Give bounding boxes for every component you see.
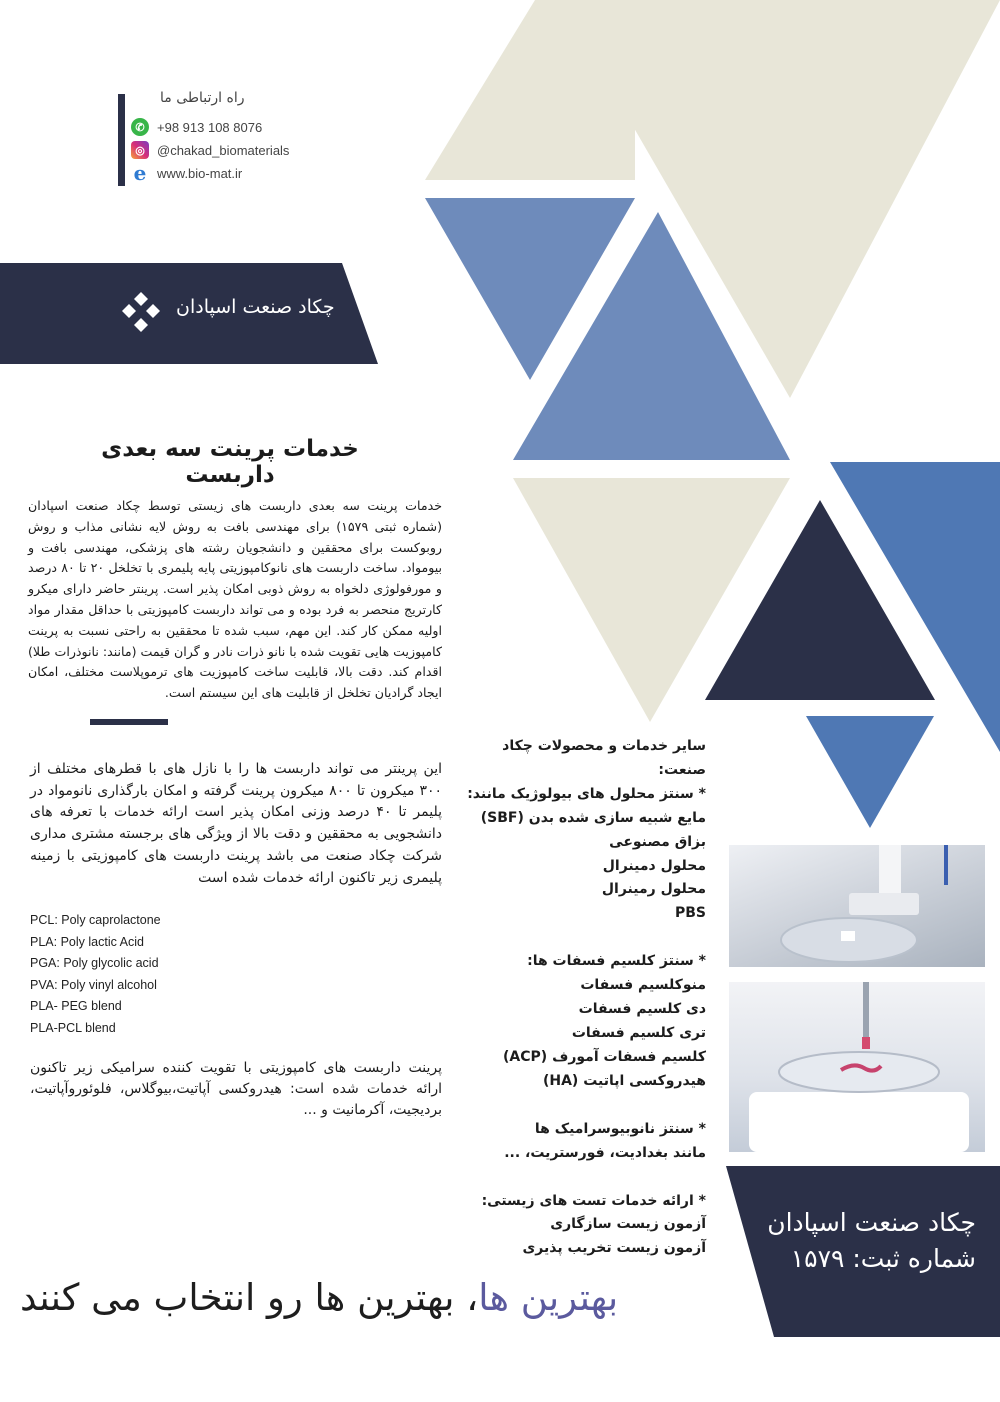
ceramic-paragraph: پرینت داربست های کامپوزیتی با تقویت کننده سرامیکی زیر تاکنون ارائه خدمات شده است: هیدروکسی آپاتیت،بیوگلاس، فلوئوروآپاتیت، بردیجیت، آکرمانیت و ...	[30, 1060, 442, 1118]
services-list	[456, 735, 706, 1261]
registration-number: شماره ثبت: ۱۵۷۹	[790, 1244, 976, 1273]
diamond-dots-logo	[118, 292, 164, 332]
abbreviation-item: PLA-PCL blend	[30, 1020, 116, 1035]
blue-triangle-small	[806, 716, 934, 828]
service-item: مانند بغدادیت، فورستریت، ...	[504, 1144, 706, 1161]
registration-company: چکاد صنعت اسپادان	[767, 1208, 976, 1237]
service-item: آزمون زیست سازگاری	[550, 1216, 706, 1233]
abbreviation-item: PCL: Poly caprolactone	[30, 913, 161, 927]
internet-explorer-icon: e	[133, 161, 147, 185]
printer-photo-petri-dish	[729, 845, 985, 967]
contact-accent-bar	[118, 94, 125, 186]
abbreviation-item: PLA- PEG blend	[30, 999, 122, 1014]
service-item: هیدروکسی اپاتیت (HA)	[542, 1072, 706, 1089]
service-item: PBS	[674, 905, 706, 922]
contact-instagram: @chakad_biomaterials	[157, 142, 290, 158]
contact-phone-row[interactable]	[131, 117, 262, 137]
service-group-header: * سنتز نانوبیوسرامیک ها	[534, 1120, 706, 1137]
service-group-header: * ارائه خدمات تست های زیستی:	[481, 1192, 706, 1209]
service-item: محلول رمینرال	[601, 881, 706, 898]
section-divider	[90, 719, 168, 725]
service-item: بزاق مصنوعی	[609, 833, 706, 850]
slogan-rest: ، بهترین ها رو انتخاب می کنند	[20, 1276, 479, 1319]
instagram-icon: ◎	[131, 141, 149, 159]
service-item: دی کلسیم فسفات	[578, 1001, 706, 1018]
whatsapp-icon: ✆	[131, 118, 149, 136]
service-item: کلسیم فسفات آمورف (ACP)	[503, 1048, 706, 1065]
abbreviation-list	[30, 910, 161, 1040]
slogan	[20, 1276, 696, 1319]
printer-paragraph: این پرینتر می تواند داربست ها را با نازل های با قطرهای مختلف از ۳۰۰ میکرون تا ۸۰۰ میکرون پرینت گرفته و امکان بارگذاری نانومواد در پلیمر تا ۴۰ درصد وزنی امکان پذیر است ارائه خدمات با تعرفه های دانشجویی به محققین و دقت بالا از ویژگی های برجسته مشتری مداری شرکت چکاد صنعت می باشد پرینت داربست های کامپوزیتی با زمینه پلیمری زیر تاکنون ارائه خدمات شده است	[30, 761, 443, 886]
service-item: مایع شبیه سازی شده بدن (SBF)	[480, 809, 706, 826]
contact-website-row[interactable]	[131, 163, 242, 183]
abbreviation-item: PVA: Poly vinyl alcohol	[30, 977, 157, 992]
abbreviation-item: PLA: Poly lactic Acid	[30, 934, 144, 949]
abbreviation-item: PGA: Poly glycolic acid	[30, 956, 159, 971]
contact-phone: +98 913 108 8076	[157, 119, 263, 135]
service-item: آزمون زیست تخریب پذیری	[522, 1240, 706, 1257]
service-group-header: * سنتز محلول های بیولوژیک مانند:	[467, 785, 706, 802]
service-group-header: * سنتز کلسیم فسفات ها:	[527, 953, 706, 970]
printer-photo-bioprint	[729, 982, 985, 1152]
registration-text	[760, 1205, 976, 1277]
contact-instagram-row[interactable]	[131, 140, 289, 160]
service-item: منوکلسیم فسفات	[580, 977, 706, 994]
page-title: خدمات پرینت سه بعدی داربست	[101, 436, 359, 488]
contact-title: راه ارتباطی ما	[160, 90, 245, 106]
brand-name: چکاد صنعت اسپادان	[176, 296, 335, 318]
service-item: تری کلسیم فسفات	[571, 1024, 706, 1041]
contact-website: www.bio-mat.ir	[157, 165, 243, 181]
intro-paragraph: خدمات پرینت سه بعدی داربست های زیستی توسط چکاد صنعت اسپادان (شماره ثبتی ۱۵۷۹) برای مهندسی بافت به روش لایه نشانی مذاب و روش روبوکست برای محققین و دانشجویان رشته های پزشکی، مهندسی بافت و بیومواد. ساخت داربست های نانوکامپوزیتی پایه پلیمری با تخلخل ۲۰ تا ۸۰ درصد و مورفولوژی دلخواه به روش ذوبی امکان پذیر است. پرینتر حاضر دارای میکرو کارتریج منحصر به فرد بوده و می تواند داربست کامپوزیتی با حداقل مقدار مواد اولیه ممکن کار کند. این مهم، سبب شده تا محققین به راحتی نسبت به پرینت کامپوزیت هایی تقویت شده با نانو ذرات نادر و گران قیمت (مانند: نانوذرات طلا) اقدام کند. دقت بالا، قابلیت ساخت کامپوزیت های ترموپلاست مختلف، امکان ایجاد گرادیان تخلخل از قابلیت های این سیستم است.	[28, 498, 443, 701]
slogan-accent: بهترین ها	[478, 1276, 619, 1319]
service-item: محلول دمینرال	[602, 857, 706, 874]
services-heading: سایر خدمات و محصولات چکاد صنعت:	[502, 738, 706, 778]
